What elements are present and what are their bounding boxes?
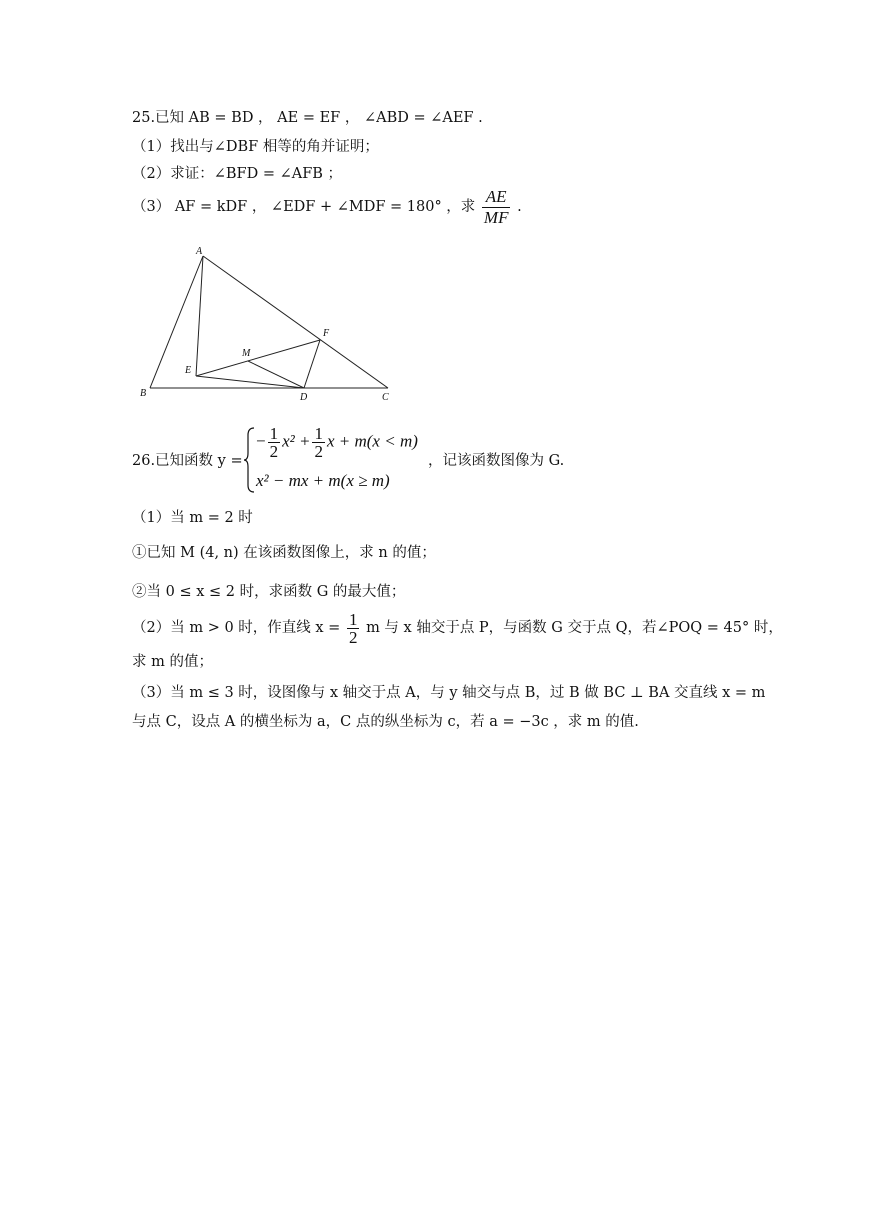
segment-ef: [196, 340, 320, 376]
label-f: F: [323, 328, 330, 339]
p25-q2: （2）求证：∠BFD = ∠AFB ；: [132, 166, 343, 182]
p25-title: 25.已知 AB = BD ， AE = EF ， ∠ABD = ∠AEF .: [132, 110, 483, 126]
p26-case1: [256, 425, 418, 460]
p26-intro-suffix: ，记该函数图像为 G.: [428, 453, 565, 469]
p26-q3-line2: 与点 C，设点 A 的横坐标为 a，C 点的纵坐标为 c，若 a = −3c ，求 m 的值.: [132, 714, 639, 730]
fraction-numerator: 1: [314, 424, 323, 443]
p25-q3-fraction: [482, 187, 511, 228]
p26-q1a: ①已知 M (4, n) 在该函数图像上，求 n 的值；: [132, 545, 436, 561]
case1-minus: −: [256, 431, 266, 451]
p26-intro: [132, 425, 652, 495]
geometry-figure: [132, 240, 402, 405]
label-b: B: [140, 388, 147, 399]
label-m: M: [242, 348, 251, 359]
fraction-numerator: 1: [348, 609, 358, 629]
p25-q3: [132, 186, 522, 228]
segment-ab: [150, 256, 203, 388]
p26-q2-post: m 与 x 轴交于点 P，与函数 G 交于点 Q，若∠POQ = 45° 时，: [366, 620, 783, 636]
p26-q3-line1: （3）当 m ≤ 3 时，设图像与 x 轴交于点 A，与 y 轴交与点 B，过 B 做 BC ⊥ BA 交直线 x = m: [132, 685, 766, 701]
p25-q3-text: （3） AF = kDF ， ∠EDF + ∠MDF = 180° ，求: [132, 199, 476, 215]
label-c: C: [382, 392, 389, 403]
segment-md: [248, 361, 304, 388]
fraction-denominator: 2: [348, 627, 358, 647]
case1-fraction-1: [268, 425, 281, 460]
case1-fraction-2: [312, 425, 325, 460]
p26-q2: [132, 608, 783, 648]
p25-q3-suffix: .: [517, 199, 522, 215]
segment-ae: [196, 256, 203, 376]
segment-df: [304, 340, 320, 388]
p26-q1b: ②当 0 ≤ x ≤ 2 时，求函数 G 的最大值；: [132, 584, 406, 600]
case1-x-squared: x² +: [282, 431, 311, 451]
fraction-denominator: MF: [483, 207, 509, 227]
p26-intro-text: 26.已知函数 y =: [132, 453, 243, 469]
fraction-denominator: 2: [314, 442, 323, 461]
fraction-denominator: 2: [269, 442, 279, 461]
label-a: A: [196, 246, 203, 257]
p26-q2-pre: （2）当 m > 0 时，作直线 x =: [132, 620, 341, 636]
p25-q1: （1）找出与∠DBF 相等的角并证明；: [132, 139, 379, 155]
segment-ed: [196, 376, 304, 388]
left-brace-icon: [244, 427, 256, 493]
fraction-numerator: AE: [482, 187, 511, 208]
label-e: E: [185, 365, 192, 376]
segment-ac: [203, 256, 388, 388]
fraction-numerator: 1: [269, 424, 279, 443]
case1-tail: x + m(x < m): [326, 431, 418, 451]
p26-q2-tail: 求 m 的值；: [132, 654, 213, 670]
p26-q1: （1）当 m = 2 时: [132, 510, 253, 526]
label-d: D: [300, 392, 308, 403]
p26-case2: x² − mx + m(x ≥ m): [256, 471, 390, 490]
p26-q2-fraction: [347, 611, 360, 646]
